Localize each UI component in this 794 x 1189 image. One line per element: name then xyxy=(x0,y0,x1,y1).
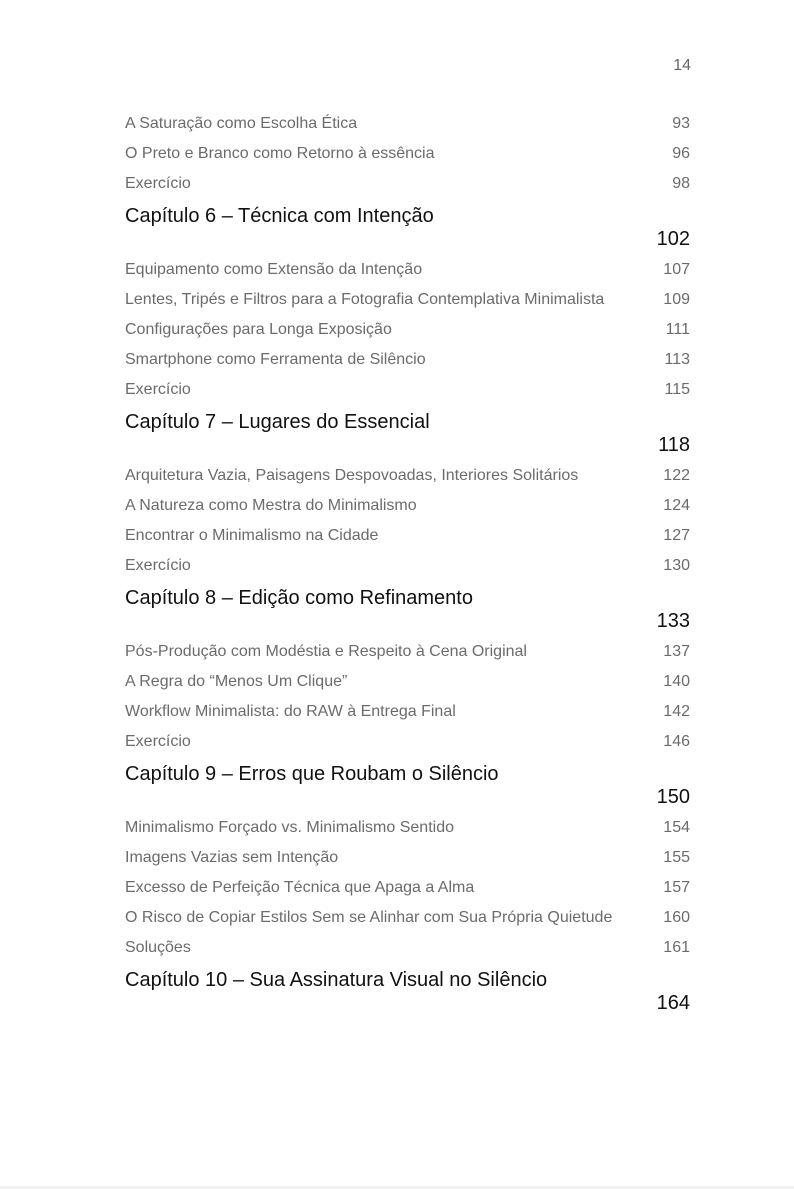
toc-entry-page-number: 137 xyxy=(663,643,690,660)
chapter-heading xyxy=(125,204,690,260)
chapter-title: Capítulo 8 – Edição como Refinamento xyxy=(125,587,473,609)
toc-entry-page-number: 157 xyxy=(663,879,690,896)
toc-entry-title: Workflow Minimalista: do RAW à Entrega Final xyxy=(125,703,456,720)
toc-entry-page-number: 109 xyxy=(663,291,690,308)
toc-entry xyxy=(125,261,690,291)
toc-entry-title: Exercício xyxy=(125,175,191,192)
toc-entry-page-number: 130 xyxy=(663,557,690,574)
toc-entry-page-number: 124 xyxy=(663,497,690,514)
toc-entry-page-number: 113 xyxy=(664,351,690,368)
toc-entry-title: Arquitetura Vazia, Paisagens Despovoadas, Interiores Solitários xyxy=(125,467,579,484)
chapter-title: Capítulo 10 – Sua Assinatura Visual no Silêncio xyxy=(125,969,548,991)
toc-entry-title: Smartphone como Ferramenta de Silêncio xyxy=(125,351,426,368)
chapter-title: Capítulo 6 – Técnica com Intenção xyxy=(125,205,434,227)
toc-entry-page-number: 155 xyxy=(663,849,690,866)
toc-entry-page-number: 127 xyxy=(663,527,690,544)
toc-entry-page-number: 111 xyxy=(665,321,690,338)
toc-entry-page-number: 142 xyxy=(663,703,690,720)
toc-entry-title: Exercício xyxy=(125,381,191,398)
toc-entry-title: Minimalismo Forçado vs. Minimalismo Sentido xyxy=(125,819,454,836)
toc-entry-title: O Preto e Branco como Retorno à essência xyxy=(125,145,435,162)
toc-entry xyxy=(125,467,690,497)
toc-entry xyxy=(125,939,690,969)
toc-entry xyxy=(125,497,690,527)
toc-entry-page-number: 140 xyxy=(663,673,690,690)
toc-entry xyxy=(125,643,690,673)
toc-entry xyxy=(125,145,690,175)
toc-entry xyxy=(125,879,690,909)
toc-entry xyxy=(125,527,690,557)
toc-entry-title: Encontrar o Minimalismo na Cidade xyxy=(125,527,379,544)
toc-entry xyxy=(125,909,690,939)
toc-entry xyxy=(125,351,690,381)
toc-entry-title: Imagens Vazias sem Intenção xyxy=(125,849,339,866)
toc-entry-title: Lentes, Tripés e Filtros para a Fotografia Contemplativa Minimalista xyxy=(125,291,605,308)
toc-entry xyxy=(125,557,690,587)
toc-entry-title: Soluções xyxy=(125,939,191,956)
toc-entry xyxy=(125,819,690,849)
toc-entry xyxy=(125,381,690,411)
toc-entry-title: O Risco de Copiar Estilos Sem se Alinhar com Sua Própria Quietude xyxy=(125,909,613,926)
toc-entry-title: A Saturação como Escolha Ética xyxy=(125,115,358,132)
toc-entry xyxy=(125,703,690,733)
toc-entry xyxy=(125,115,690,145)
toc-entry-page-number: 146 xyxy=(663,733,690,750)
toc-entry-page-number: 98 xyxy=(672,175,690,192)
chapter-page-number: 133 xyxy=(656,610,690,632)
toc-entry-title: Exercício xyxy=(125,733,191,750)
chapter-heading xyxy=(125,410,690,466)
chapter-page-number: 164 xyxy=(656,992,690,1014)
toc-entry-page-number: 154 xyxy=(663,819,690,836)
page-number: 14 xyxy=(673,57,691,74)
toc-entry-page-number: 115 xyxy=(664,381,690,398)
toc-entry xyxy=(125,733,690,763)
toc-entry-title: Pós-Produção com Modéstia e Respeito à Cena Original xyxy=(125,643,527,660)
toc-entry-title: Equipamento como Extensão da Intenção xyxy=(125,261,423,278)
toc-entry xyxy=(125,291,690,321)
chapter-heading xyxy=(125,968,690,1024)
toc-entry-page-number: 122 xyxy=(663,467,690,484)
toc-entry xyxy=(125,175,690,205)
toc-entry-page-number: 93 xyxy=(672,115,690,132)
toc-entry-page-number: 96 xyxy=(672,145,690,162)
chapter-title: Capítulo 9 – Erros que Roubam o Silêncio xyxy=(125,763,499,785)
toc-entry xyxy=(125,321,690,351)
chapter-page-number: 150 xyxy=(656,786,690,808)
chapter-title: Capítulo 7 – Lugares do Essencial xyxy=(125,411,430,433)
toc-entry-title: Excesso de Perfeição Técnica que Apaga a Alma xyxy=(125,879,475,896)
chapter-heading xyxy=(125,586,690,642)
chapter-page-number: 102 xyxy=(656,228,690,250)
toc-entry-title: A Regra do “Menos Um Clique” xyxy=(125,673,348,690)
toc-entry-page-number: 161 xyxy=(663,939,690,956)
chapter-heading xyxy=(125,762,690,818)
toc-entry-page-number: 160 xyxy=(663,909,690,926)
toc-entry-title: Exercício xyxy=(125,557,191,574)
chapter-page-number: 118 xyxy=(658,434,690,456)
toc-entry xyxy=(125,673,690,703)
toc-entry-page-number: 107 xyxy=(663,261,690,278)
toc-entry xyxy=(125,849,690,879)
toc-entry-title: A Natureza como Mestra do Minimalismo xyxy=(125,497,417,514)
toc-entry-title: Configurações para Longa Exposição xyxy=(125,321,392,338)
